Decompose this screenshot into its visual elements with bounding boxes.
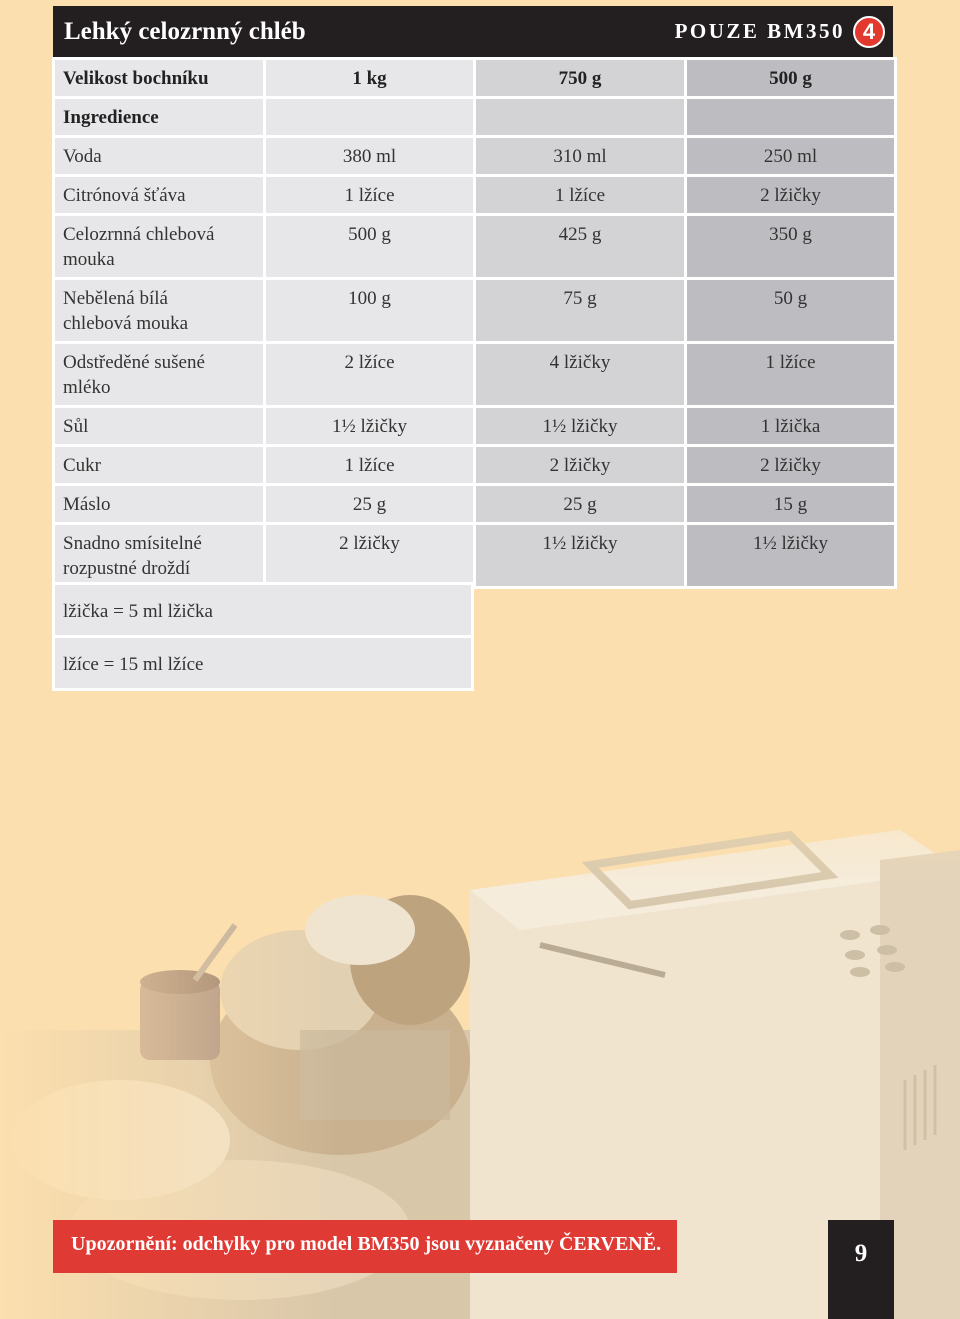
ingredient-amount: 1 lžíce: [265, 176, 475, 215]
table-row: [54, 176, 896, 215]
ingredient-amount: 250 ml: [686, 137, 896, 176]
ingredient-amount: 50 g: [686, 279, 896, 343]
ingredient-amount: 2 lžičky: [686, 176, 896, 215]
page-number-box: [828, 1220, 894, 1319]
ingredient-name: Voda: [54, 137, 265, 176]
ingredient-amount: 4 lžičky: [475, 343, 686, 407]
ingredient-amount: 1½ lžičky: [475, 407, 686, 446]
ingredient-name: Sůl: [54, 407, 265, 446]
recipe-table: [52, 57, 897, 589]
model-indicator: [675, 16, 885, 48]
size-1kg: 1 kg: [265, 59, 475, 98]
table-row: [54, 485, 896, 524]
ingredient-amount: 1½ lžičky: [686, 524, 896, 588]
ingredient-amount: 310 ml: [475, 137, 686, 176]
table-row: [54, 279, 896, 343]
table-row: [54, 524, 896, 588]
table-row: [54, 343, 896, 407]
recipe-number-badge: 4: [853, 16, 885, 48]
ingredient-amount: 425 g: [475, 215, 686, 279]
ingredient-amount: 1 lžička: [686, 407, 896, 446]
ingredient-amount: 75 g: [475, 279, 686, 343]
page-number: 9: [854, 1240, 868, 1267]
recipe-title: Lehký celozrnný chléb: [64, 17, 306, 45]
warning-banner: [53, 1220, 677, 1273]
ingredient-name: Celozrnná chlebová mouka: [54, 215, 265, 279]
ingredient-amount: 1 lžíce: [686, 343, 896, 407]
table-header-row: [54, 59, 896, 98]
ingredient-amount: 1 lžíce: [475, 176, 686, 215]
table-row: [54, 446, 896, 485]
ingredient-amount: 1 lžíce: [265, 446, 475, 485]
ingredient-name: Citrónová šťáva: [54, 176, 265, 215]
ingredient-name: Máslo: [54, 485, 265, 524]
ingredient-amount: 15 g: [686, 485, 896, 524]
ingredient-amount: 380 ml: [265, 137, 475, 176]
ingredient-name: Cukr: [54, 446, 265, 485]
model-label: POUZE BM350: [674, 19, 845, 43]
warning-text: Upozornění: odchylky pro model BM350 jsou vyznačeny ČERVENĚ.: [71, 1233, 662, 1255]
ingredient-amount: 2 lžičky: [475, 446, 686, 485]
ingredient-amount: 25 g: [475, 485, 686, 524]
size-500g: 500 g: [686, 59, 896, 98]
ingredients-heading-row: [54, 98, 896, 137]
ingredient-amount: 1½ lžičky: [475, 524, 686, 588]
recipe-header: [53, 6, 893, 57]
table-row: [54, 215, 896, 279]
note-teaspoon: lžička = 5 ml lžička: [54, 584, 473, 637]
note-tablespoon: lžíce = 15 ml lžíce: [54, 637, 473, 690]
ingredient-amount: 100 g: [265, 279, 475, 343]
measure-notes: [52, 582, 474, 691]
ingredient-name: Odstředěné sušené mléko: [54, 343, 265, 407]
ingredients-label: Ingredience: [54, 98, 265, 137]
ingredient-amount: 25 g: [265, 485, 475, 524]
size-label: Velikost bochníku: [54, 59, 265, 98]
ingredient-name: Snadno smísitelné rozpustné droždí: [54, 524, 265, 588]
ingredient-amount: 2 lžičky: [686, 446, 896, 485]
table-row: [54, 407, 896, 446]
table-row: [54, 137, 896, 176]
ingredient-amount: 1½ lžičky: [265, 407, 475, 446]
ingredient-amount: 500 g: [265, 215, 475, 279]
ingredient-name: Nebělená bílá chlebová mouka: [54, 279, 265, 343]
ingredient-amount: 350 g: [686, 215, 896, 279]
ingredient-amount: 2 lžíce: [265, 343, 475, 407]
ingredient-amount: 2 lžičky: [265, 524, 475, 588]
size-750g: 750 g: [475, 59, 686, 98]
